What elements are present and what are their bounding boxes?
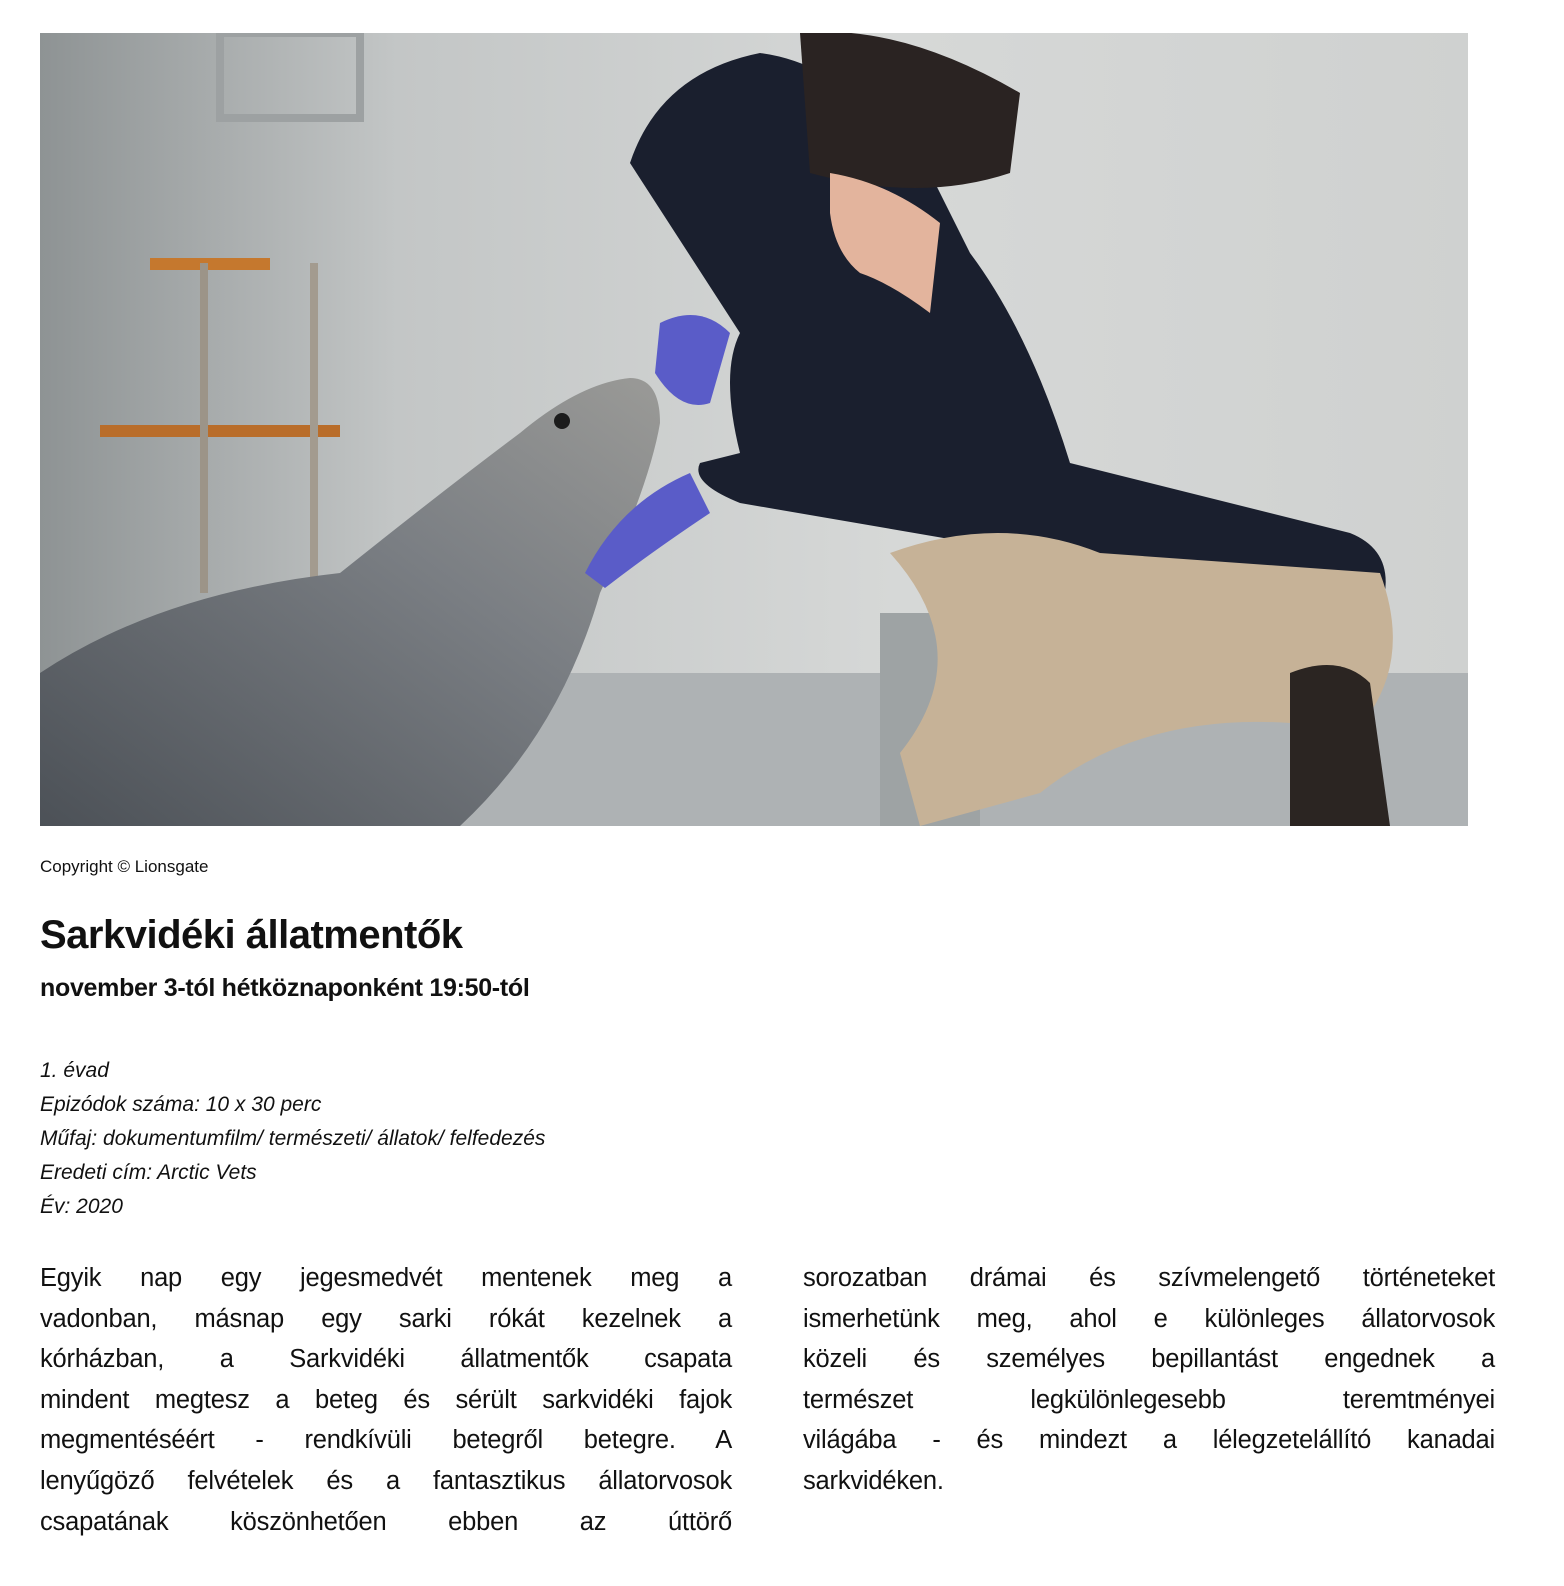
broadcast-schedule: november 3-tól hétköznaponként 19:50-tól [40,974,530,1002]
photo-caption: Copyright © Lionsgate [40,857,209,876]
body-line: vadonban, másnap egy sarki rókát kezelnek a [40,1304,732,1333]
body-line: sorozatban drámai és szívmelengető történeteket [803,1264,1495,1292]
body-line: sarkvidéken. [803,1466,944,1495]
seal-vet-photo [40,33,1468,826]
episode-count: Epizódok száma: 10 x 30 perc [40,1093,322,1116]
body-line: megmentéséért - rendkívüli betegről betegre. A [40,1426,732,1455]
genre: Műfaj: dokumentumfilm/ természeti/ állatok/ felfedezés [40,1127,546,1150]
season: 1. évad [40,1059,109,1082]
body-column-left [40,1258,732,1542]
page-title: Sarkvidéki állatmentők [40,913,463,957]
body-line: természet legkülönlegesebb teremtményei [803,1385,1495,1414]
body-line: ismerhetünk meg, ahol e különleges állatorvosok [803,1304,1495,1333]
body-line: lenyűgöző felvételek és a fantasztikus állatorvosok [40,1466,732,1495]
body-line: mindent megtesz a beteg és sérült sarkvidéki fajok [40,1385,732,1414]
series-details [40,1054,545,1224]
body-line: Egyik nap egy jegesmedvét mentenek meg a [40,1264,732,1292]
body-line: világába - és mindezt a lélegzetelállító kanadai [803,1426,1495,1455]
body-line: csapatának köszönhetően ebben az úttörő [40,1507,732,1536]
year: Év: 2020 [40,1195,123,1218]
hero-photo [40,33,1468,826]
body-line: közeli és személyes bepillantást engednek a [803,1345,1495,1374]
body-line: kórházban, a Sarkvidéki állatmentők csapata [40,1345,732,1374]
original-title: Eredeti cím: Arctic Vets [40,1161,257,1184]
body-column-right [803,1258,1495,1502]
